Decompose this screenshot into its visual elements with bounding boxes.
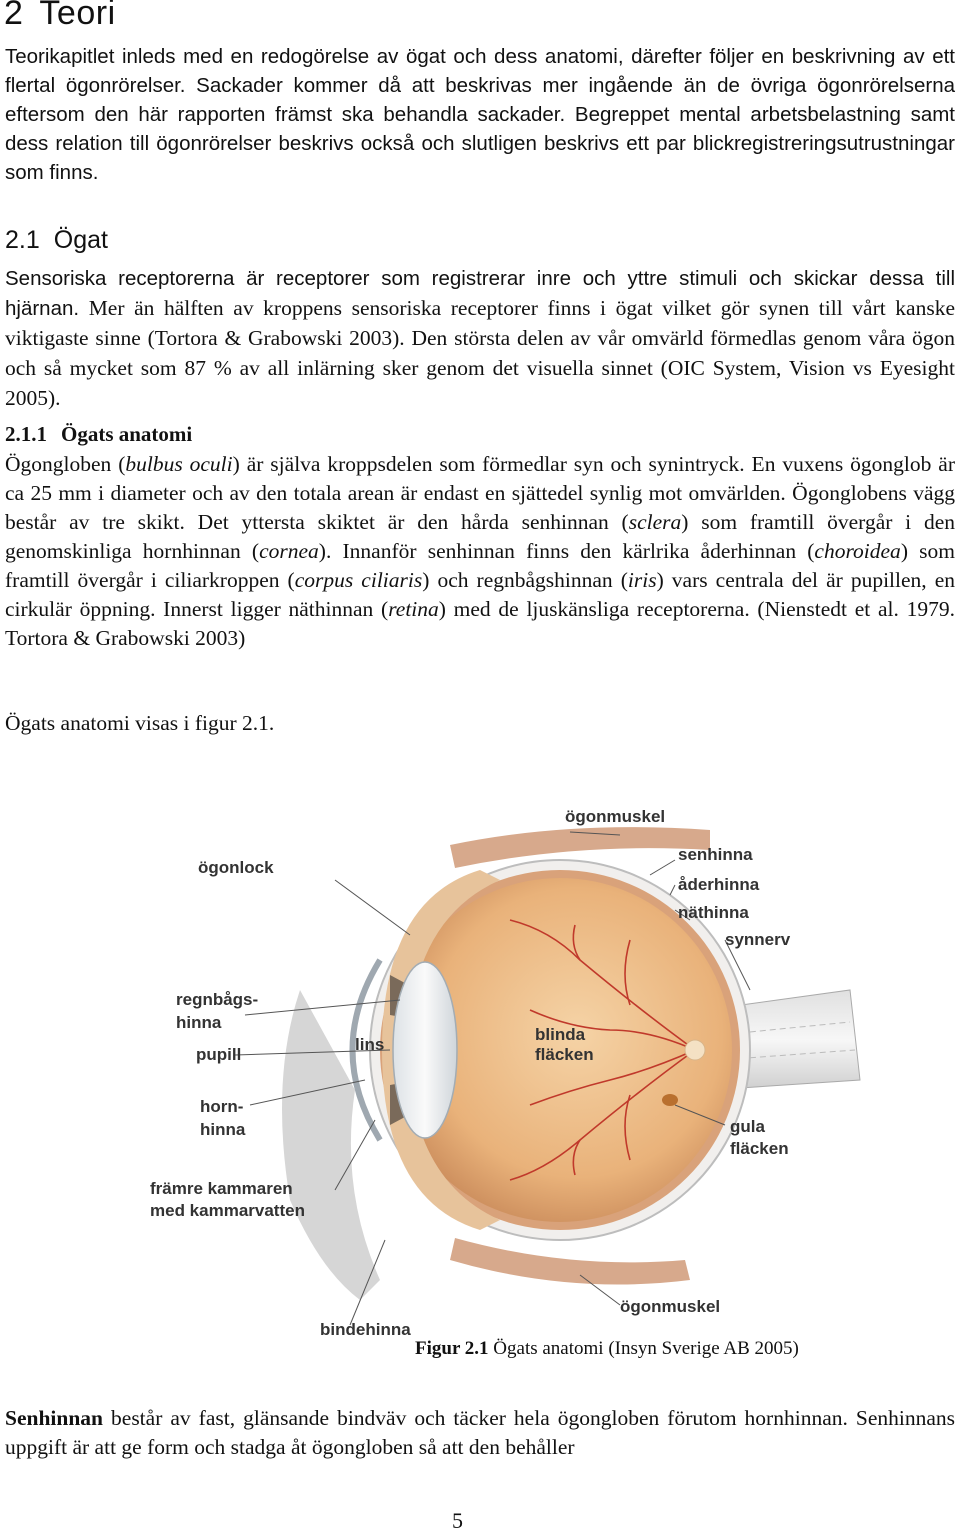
label-blinda-1: blinda — [535, 1025, 586, 1044]
chapter-number: 2 — [4, 0, 24, 32]
label-bindehinna: bindehinna — [320, 1320, 411, 1339]
label-blinda-2: fläcken — [535, 1045, 594, 1064]
anatomy-latin-term: corpus ciliaris — [294, 568, 423, 592]
chapter-heading — [4, 0, 116, 33]
ogat-text-1: Sensoriska receptorerna är receptorer som registrerar inre och yttre stimuli och skickar dessa till hjärnan. — [5, 267, 955, 320]
label-senhinna: senhinna — [678, 845, 753, 864]
ogat-text-2: Mer än hälften av kroppens sensoriska receptorer finns i ögat vilket gör synen till vårt kanske viktigaste sinne (Tortora & Grabowski 2003). Den största delen av vår omvärld förmedlas genom våra ögon och så mycket som 87 % av all inlärning sker genom det visuella sinnet (OIC System, Vision vs Eyesight 2005). — [5, 296, 955, 410]
anatomy-latin-term: iris — [627, 568, 657, 592]
figure-caption-text: Ögats anatomi (Insyn Sverige AB 2005) — [488, 1338, 799, 1359]
anatomy-text: ) med de ljuskänsliga receptorerna. (Nienstedt et al. 1979. Tortora & Grabowski 2003) — [5, 597, 955, 650]
section-heading — [5, 226, 108, 255]
eye-anatomy-illustration — [150, 760, 870, 1340]
anatomy-text: ) vars centrala del är pupillen, en cirkulär öppning. Innerst ligger näthinnan ( — [5, 568, 956, 621]
senhinnan-paragraph — [5, 1404, 955, 1462]
label-nathinna: näthinna — [678, 903, 749, 922]
page-number: 5 — [452, 1508, 463, 1533]
lens — [393, 962, 457, 1138]
senhinnan-term: Senhinnan — [5, 1406, 104, 1430]
label-gula-1: gula — [730, 1117, 765, 1136]
label-aderhinna: åderhinna — [678, 875, 760, 894]
subsection-title: Ögats anatomi — [61, 422, 193, 446]
anatomy-latin-term: choroidea — [814, 539, 901, 563]
anatomy-latin-term: bulbus oculi — [125, 452, 233, 476]
anatomy-text: ) som framtill övergår i den genomskinliga hornhinnan ( — [5, 510, 955, 563]
label-regnbags-1: regnbågs- — [176, 990, 259, 1009]
label-gula-2: fläcken — [730, 1139, 789, 1158]
label-synnerv: synnerv — [725, 930, 791, 949]
label-horn-1: horn- — [200, 1097, 244, 1116]
anatomy-text: Ögongloben ( — [5, 452, 126, 476]
anatomy-text: ). Innanför senhinnan finns den kärlrika åderhinnan ( — [318, 539, 815, 563]
anatomy-text: ) som framtill övergår i ciliarkroppen ( — [5, 539, 956, 592]
label-regnbags-2: hinna — [176, 1013, 222, 1032]
anatomy-text: ) och regnbågshinnan ( — [422, 568, 628, 592]
label-ogonlock: ögonlock — [198, 858, 274, 877]
anatomy-paragraph — [5, 450, 955, 653]
anatomy-latin-term: cornea — [259, 539, 319, 563]
label-ogonmuskel-top: ögonmuskel — [565, 807, 666, 826]
figure-caption-label: Figur 2.1 — [415, 1338, 489, 1359]
optic-disc — [685, 1040, 705, 1060]
subsection-number: 2.1.1 — [5, 422, 47, 446]
anatomy-text: ) är själva kroppsdelen som förmedlar syn och synintryck. En vuxens ögonglob är ca 25 mm i diameter och av den totala arean är endast en sjättedel synlig mot omvärlden. Ögonglobens vägg består av tre skikt. Det yttersta skiktet är den hårda senhinnan ( — [5, 452, 956, 534]
anatomy-latin-term: retina — [388, 597, 439, 621]
ogat-paragraph — [5, 264, 955, 414]
figure-reference-text: Ögats anatomi visas i figur 2.1. — [5, 711, 275, 735]
chapter-title: Teori — [39, 0, 116, 32]
label-pupill: pupill — [196, 1045, 242, 1064]
label-framre-2: med kammarvatten — [150, 1201, 305, 1220]
section-title: Ögat — [53, 226, 108, 254]
intro-paragraph: Teorikapitlet inleds med en redogörelse av ögat och dess anatomi, därefter följer en beskrivning av ett flertal ögonrörelser. Sackader kommer då att beskrivas mer ingående än de övriga ögonrörelserna eftersom den här rapporten främst ska behandla sackader. Begreppet mental arbetsbelastning samt dess relation till ögonrörelser beskrivs också och slutligen beskrivs ett par blickregistreringsutrustningar som finns. — [5, 45, 955, 184]
subsection-heading — [5, 422, 192, 447]
section-number: 2.1 — [5, 226, 40, 254]
eye-anatomy-figure — [150, 760, 870, 1340]
lower-muscle — [450, 1238, 690, 1285]
label-horn-2: hinna — [200, 1120, 246, 1139]
figure-caption — [415, 1338, 799, 1360]
label-ogonmuskel-bottom: ögonmuskel — [620, 1297, 721, 1316]
macula — [662, 1094, 678, 1106]
label-lins: lins — [355, 1035, 385, 1054]
label-framre-1: främre kammaren — [150, 1179, 293, 1198]
anatomy-latin-term: sclera — [628, 510, 682, 534]
senhinnan-text: består av fast, glänsande bindväv och täcker hela ögongloben förutom hornhinnan. Senhinnans uppgift är att ge form och stadga åt ögongloben så att den behåller — [5, 1406, 955, 1459]
